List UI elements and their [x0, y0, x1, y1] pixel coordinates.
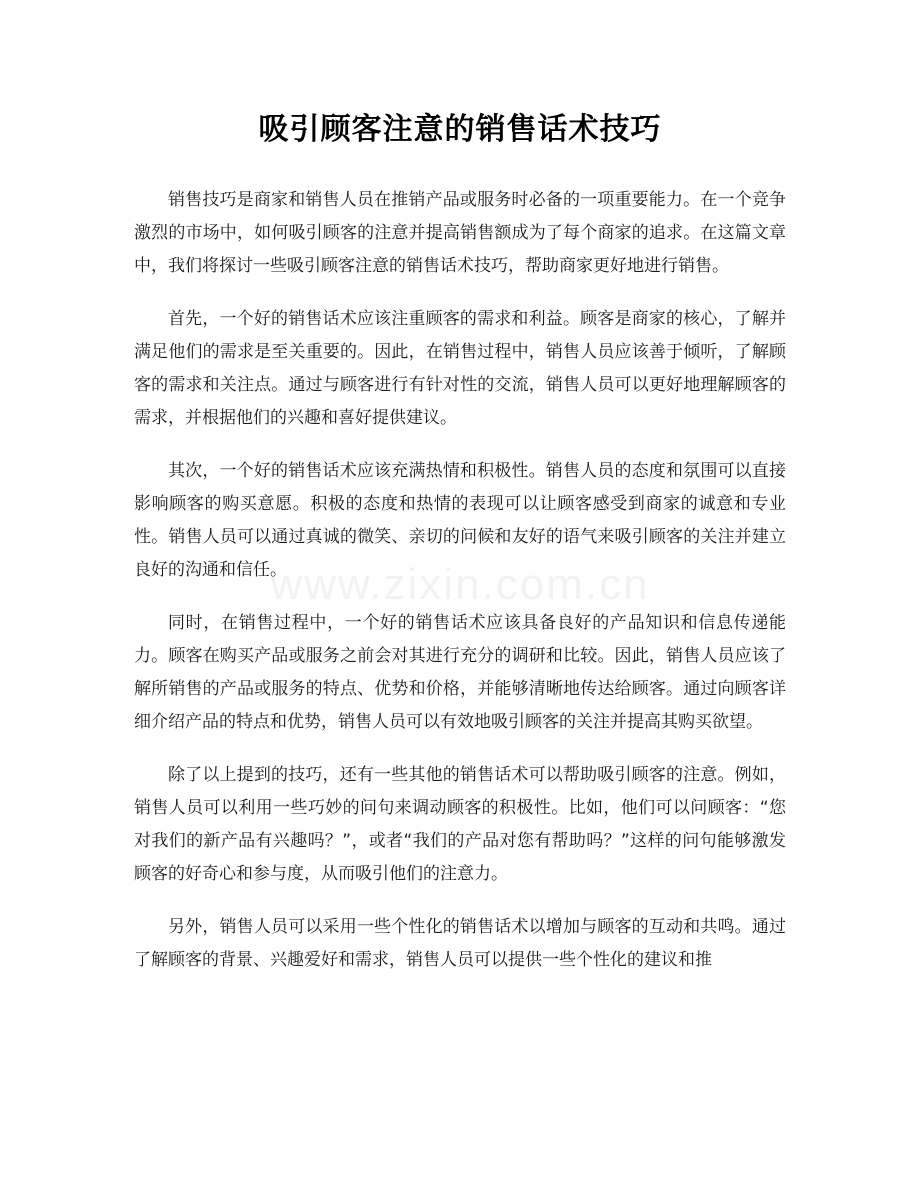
- watermark: www.zixin.com.cn: [270, 560, 650, 609]
- paragraph-4: 同时，在销售过程中，一个好的销售话术应该具备良好的产品知识和信息传递能力。顾客在购买产品或服务之前会对其进行充分的调研和比较。因此，销售人员应该了解所销售的产品或服务的特点、优势和价格，并能够清晰地传达给顾客。通过向顾客详细介绍产品的特点和优势，销售人员可以有效地吸引顾客的关注并提高其购买欲望。: [134, 613, 786, 732]
- paragraph-2: 首先，一个好的销售话术应该注重顾客的需求和利益。顾客是商家的核心，了解并满足他们的需求是至关重要的。因此，在销售过程中，销售人员应该善于倾听，了解顾客的需求和关注点。通过与顾客进行有针对性的交流，销售人员可以更好地理解顾客的需求，并根据他们的兴趣和喜好提供建议。: [134, 309, 786, 428]
- paragraph-3: 其次，一个好的销售话术应该充满热情和积极性。销售人员的态度和氛围可以直接影响顾客的购买意愿。积极的态度和热情的表现可以让顾客感受到商家的诚意和专业性。销售人员可以通过真诚的微笑、亲切的问候和友好的语气来吸引顾客的关注并建立良好的沟通和信任。: [134, 461, 786, 580]
- paragraph-5: 除了以上提到的技巧，还有一些其他的销售话术可以帮助吸引顾客的注意。例如，销售人员可以利用一些巧妙的问句来调动顾客的积极性。比如，他们可以问顾客：“您对我们的新产品有兴趣吗？”，或者“我们的产品对您有帮助吗？”这样的问句能够激发顾客的好奇心和参与度，从而吸引他们的注意力。: [134, 765, 786, 884]
- document-body: [134, 184, 786, 997]
- page-title: 吸引顾客注意的销售话术技巧: [258, 112, 662, 147]
- paragraph-1: 销售技巧是商家和销售人员在推销产品或服务时必备的一项重要能力。在一个竞争激烈的市场中，如何吸引顾客的注意并提高销售额成为了每个商家的追求。在这篇文章中，我们将探讨一些吸引顾客注意的销售话术技巧，帮助商家更好地进行销售。: [134, 190, 786, 276]
- paragraph-6: 另外，销售人员可以采用一些个性化的销售话术以增加与顾客的互动和共鸣。通过了解顾客的背景、兴趣爱好和需求，销售人员可以提供一些个性化的建议和推: [134, 917, 786, 970]
